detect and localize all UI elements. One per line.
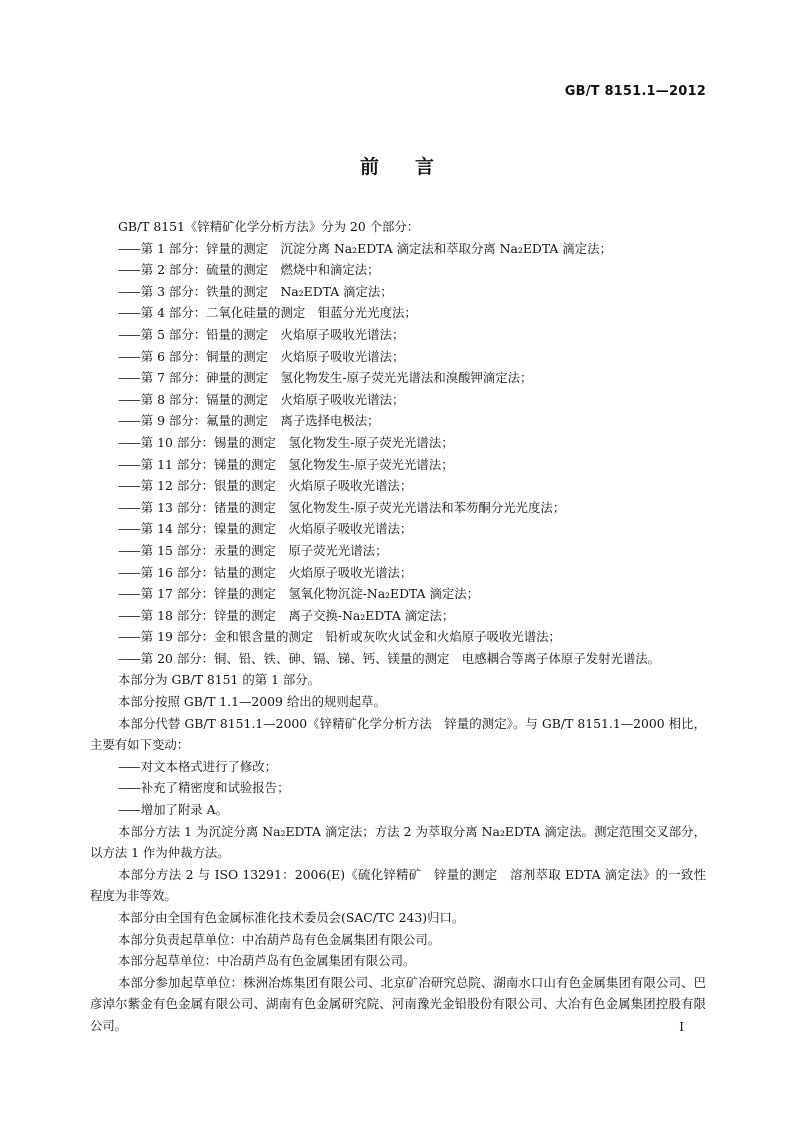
list-dash: ——	[118, 326, 139, 342]
list-dash: ——	[118, 478, 139, 494]
list-dash: ——	[118, 391, 139, 407]
part-item-text: 第 18 部分：锌量的测定 离子交换-Na₂EDTA 滴定法；	[140, 607, 455, 623]
list-dash: ——	[118, 586, 139, 602]
list-dash: ——	[118, 262, 139, 278]
change-item-text: 补充了精密度和试验报告；	[140, 780, 290, 796]
part-item	[90, 454, 706, 476]
change-item	[90, 756, 706, 778]
part-item	[90, 475, 706, 497]
iso-paragraph: 本部分方法 2 与 ISO 13291：2006(E)《硫化锌精矿 锌量的测定 溶剂萃取 EDTA 滴定法》的一致性程度为非等效。	[90, 866, 706, 904]
participating-paragraph: 本部分参加起草单位：株洲冶炼集团有限公司、北京矿冶研究总院、湖南水口山有色金属集团有限公司、巴彦淖尔紫金有色金属有限公司、湖南有色金属研究院、河南豫光金铅股份有限公司、大冶有色金属集团控股有限公司。	[90, 974, 706, 1033]
rules-paragraph: 本部分按照 GB/T 1.1—2009 给出的规则起草。	[118, 694, 386, 710]
part-item	[90, 626, 706, 648]
part-item	[90, 497, 706, 519]
part-item	[90, 540, 706, 562]
list-dash: ——	[118, 758, 139, 774]
list-dash: ——	[118, 499, 139, 515]
list-dash: ——	[118, 370, 139, 386]
part-item-text: 第 4 部分：二氧化硅量的测定 钼蓝分光光度法；	[140, 305, 417, 321]
part-item-text: 第 5 部分：铅量的测定 火焰原子吸收光谱法；	[140, 326, 405, 342]
part-item-text: 第 1 部分：锌量的测定 沉淀分离 Na₂EDTA 滴定法和萃取分离 Na₂EDTA 滴定法；	[140, 240, 612, 256]
part-item	[90, 259, 706, 281]
part-item-text: 第 12 部分：银量的测定 火焰原子吸收光谱法；	[140, 478, 413, 494]
list-dash: ——	[118, 521, 139, 537]
part-item	[90, 389, 706, 411]
list-dash: ——	[118, 607, 139, 623]
part-item-text: 第 6 部分：铜量的测定 火焰原子吸收光谱法；	[140, 348, 405, 364]
list-dash: ——	[118, 434, 139, 450]
part-item	[90, 518, 706, 540]
changes-list	[90, 756, 706, 821]
standard-code: GB/T 8151.1—2012	[564, 84, 706, 99]
drafting-paragraph: 本部分起草单位：中冶葫芦岛有色金属集团有限公司。	[118, 953, 416, 969]
part-item	[90, 562, 706, 584]
parts-list	[90, 238, 706, 670]
part-item-text: 第 9 部分：氟量的测定 离子选择电极法；	[140, 413, 380, 429]
part-one-paragraph: 本部分为 GB/T 8151 的第 1 部分。	[118, 672, 321, 688]
part-item-text: 第 3 部分：铁量的测定 Na₂EDTA 滴定法；	[140, 283, 393, 299]
part-item	[90, 605, 706, 627]
committee-paragraph: 本部分由全国有色金属标准化技术委员会(SAC/TC 243)归口。	[118, 910, 465, 925]
list-dash: ——	[118, 564, 139, 580]
intro-paragraph: GB/T 8151《锌精矿化学分析方法》分为 20 个部分：	[118, 219, 420, 234]
list-dash: ——	[118, 240, 139, 256]
list-dash: ——	[118, 542, 139, 558]
part-item-text: 第 10 部分：锡量的测定 氢化物发生-原子荧光光谱法；	[140, 434, 454, 450]
part-item-text: 第 11 部分：锑量的测定 氢化物发生-原子荧光光谱法；	[140, 456, 454, 472]
title-char-2: 言	[415, 156, 435, 178]
page-number: I	[679, 1020, 684, 1034]
part-item	[90, 302, 706, 324]
part-item-text: 第 14 部分：镍量的测定 火焰原子吸收光谱法；	[140, 521, 413, 537]
replace-paragraph: 本部分代替 GB/T 8151.1—2000《锌精矿化学分析方法 锌量的测定》。与 GB/T 8151.1—2000 相比，主要有如下变动：	[90, 715, 706, 753]
part-item-text: 第 7 部分：砷量的测定 氢化物发生-原子荧光光谱法和溴酸钾滴定法；	[140, 370, 533, 386]
part-item	[90, 281, 706, 303]
part-item-text: 第 19 部分：金和银含量的测定 铅析或灰吹火试金和火焰原子吸收光谱法；	[140, 629, 561, 645]
part-item	[90, 432, 706, 454]
list-dash: ——	[118, 283, 139, 299]
part-item-text: 第 13 部分：锗量的测定 氢化物发生-原子荧光光谱法和苯芴酮分光光度法；	[140, 499, 566, 515]
part-item-text: 第 8 部分：镉量的测定 火焰原子吸收光谱法；	[140, 391, 405, 407]
part-item-text: 第 16 部分：钴量的测定 火焰原子吸收光谱法；	[140, 564, 413, 580]
change-item	[90, 799, 706, 821]
part-item	[90, 346, 706, 368]
list-dash: ——	[118, 305, 139, 321]
list-dash: ——	[118, 780, 139, 796]
part-item	[90, 648, 706, 670]
part-item	[90, 410, 706, 432]
part-item	[90, 238, 706, 260]
methods-paragraph: 本部分方法 1 为沉淀分离 Na₂EDTA 滴定法；方法 2 为萃取分离 Na₂EDTA 滴定法。测定范围交叉部分，以方法 1 作为仲裁方法。	[90, 823, 706, 861]
change-item	[90, 777, 706, 799]
list-dash: ——	[118, 348, 139, 364]
page-title	[0, 152, 794, 179]
list-dash: ——	[118, 650, 139, 666]
part-item-text: 第 17 部分：锌量的测定 氢氧化物沉淀-Na₂EDTA 滴定法；	[140, 586, 480, 602]
list-dash: ——	[118, 413, 139, 429]
responsible-paragraph: 本部分负责起草单位：中冶葫芦岛有色金属集团有限公司。	[118, 931, 441, 947]
title-char-1: 前	[359, 156, 379, 178]
part-item	[90, 367, 706, 389]
part-item-text: 第 2 部分：硫量的测定 燃烧中和滴定法；	[140, 262, 380, 278]
list-dash: ——	[118, 629, 139, 645]
list-dash: ——	[118, 456, 139, 472]
list-dash: ——	[118, 802, 139, 818]
change-item-text: 对文本格式进行了修改；	[140, 758, 278, 774]
part-item-text: 第 15 部分：汞量的测定 原子荧光光谱法；	[140, 542, 388, 558]
foreword-content	[90, 216, 706, 1037]
part-item	[90, 583, 706, 605]
part-item-text: 第 20 部分：铜、铅、铁、砷、镉、锑、钙、镁量的测定 电感耦合等离子体原子发射光谱法。	[140, 650, 661, 666]
part-item	[90, 324, 706, 346]
change-item-text: 增加了附录 A。	[140, 802, 229, 818]
